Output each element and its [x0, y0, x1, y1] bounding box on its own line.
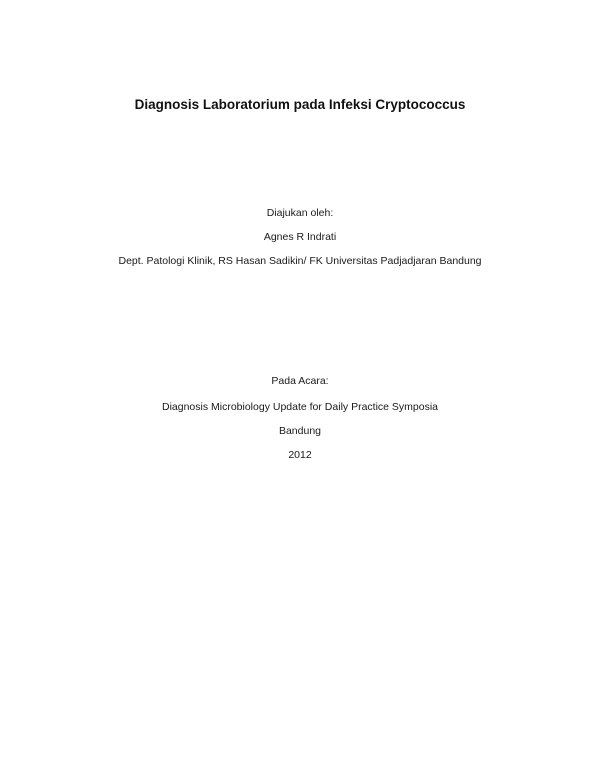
- event-name: Diagnosis Microbiology Update for Daily Practice Symposia: [161, 401, 439, 413]
- event-year: 2012: [288, 449, 312, 461]
- submitted-by-label: Diajukan oleh:: [266, 207, 334, 219]
- document-title: Diagnosis Laboratorium pada Infeksi Cryptococcus: [134, 97, 466, 112]
- event-label: Pada Acara:: [271, 375, 329, 387]
- event-city: Bandung: [278, 425, 322, 437]
- author-affiliation: Dept. Patologi Klinik, RS Hasan Sadikin/ FK Universitas Padjadjaran Bandung: [118, 255, 482, 267]
- author-name: Agnes R Indrati: [263, 231, 337, 243]
